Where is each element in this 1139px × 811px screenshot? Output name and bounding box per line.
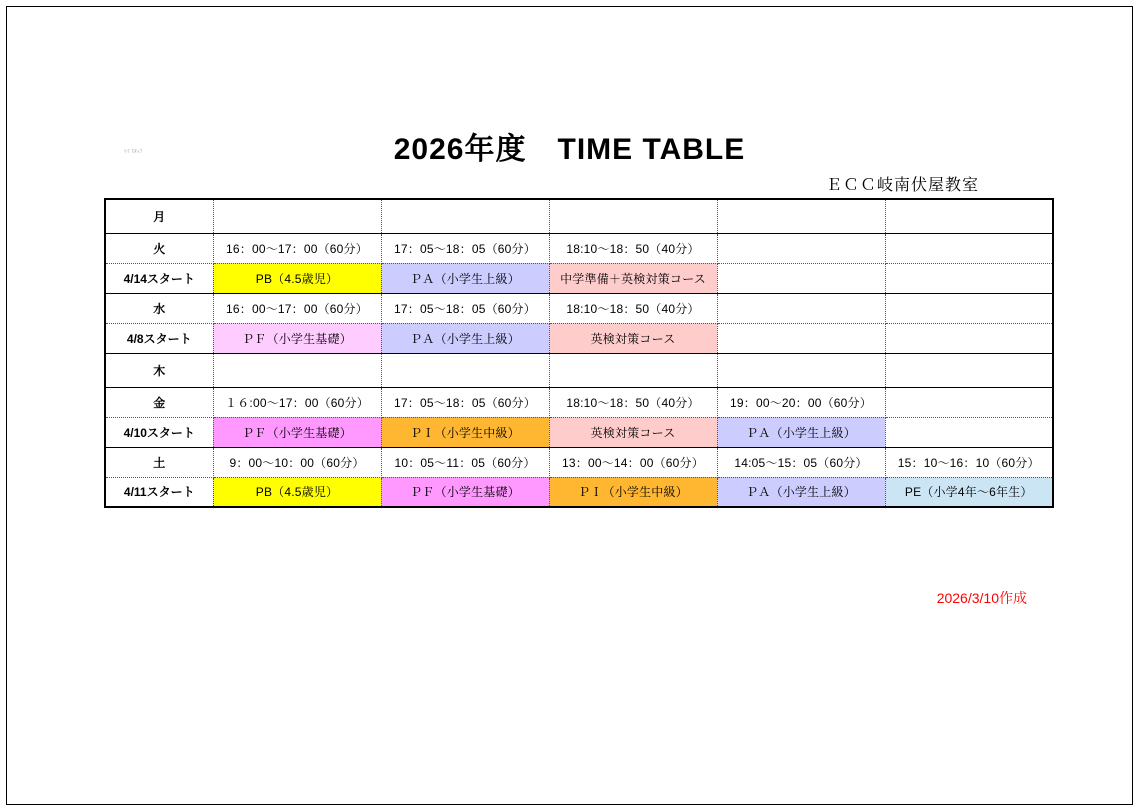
table-row (105, 477, 1053, 507)
time-slot: 18:10〜18：50（40分） (549, 387, 717, 417)
empty-cell (717, 323, 885, 353)
table-row (105, 447, 1053, 477)
time-slot: 17：05〜18：05（60分） (381, 293, 549, 323)
course-cell: ＰＩ（小学生中級） (549, 477, 717, 507)
course-cell: PE（小学4年〜6年生） (885, 477, 1053, 507)
empty-cell (549, 199, 717, 233)
start-date-label: 4/10スタート (105, 417, 213, 447)
day-label: 金 (105, 387, 213, 417)
table-row (105, 199, 1053, 233)
empty-cell (717, 199, 885, 233)
time-slot: 17：05〜18：05（60分） (381, 387, 549, 417)
time-slot (885, 233, 1053, 263)
course-cell: ＰＡ（小学生上級） (717, 417, 885, 447)
empty-cell (885, 353, 1053, 387)
day-label: 月 (105, 199, 213, 233)
timetable (104, 198, 1054, 508)
time-slot: 18:10〜18：50（40分） (549, 293, 717, 323)
time-slot: 16：00〜17：00（60分） (213, 293, 381, 323)
time-slot (885, 293, 1053, 323)
table-row (105, 323, 1053, 353)
day-label: 木 (105, 353, 213, 387)
course-cell: ＰＦ（小学生基礎） (213, 323, 381, 353)
table-row (105, 233, 1053, 263)
time-slot: 9：00〜10：00（60分） (213, 447, 381, 477)
course-cell: PB（4.5歳児） (213, 263, 381, 293)
course-cell: 中学準備＋英検対策コース (549, 263, 717, 293)
table-row (105, 417, 1053, 447)
start-date-label: 4/14スタート (105, 263, 213, 293)
creation-date: 2026/3/10作成 (936, 590, 1027, 606)
time-slot: 14:05〜15：05（60分） (717, 447, 885, 477)
empty-cell (717, 263, 885, 293)
page-title: 2026年度 TIME TABLE (393, 133, 746, 166)
time-slot: 10：05〜11：05（60分） (381, 447, 549, 477)
empty-cell (381, 353, 549, 387)
course-cell: ＰＦ（小学生基礎） (213, 417, 381, 447)
time-slot: 18:10〜18：50（40分） (549, 233, 717, 263)
empty-cell (213, 199, 381, 233)
start-date-label: 4/11スタート (105, 477, 213, 507)
empty-cell (885, 263, 1053, 293)
start-date-label: 4/8スタート (105, 323, 213, 353)
table-row (105, 293, 1053, 323)
course-cell: 英検対策コース (549, 323, 717, 353)
table-row (105, 263, 1053, 293)
timetable-wrapper (104, 198, 1054, 508)
time-slot: １６:00〜17：00（60分） (213, 387, 381, 417)
empty-cell (549, 353, 717, 387)
table-row (105, 353, 1053, 387)
empty-cell (885, 323, 1053, 353)
day-label: 土 (105, 447, 213, 477)
empty-cell (885, 417, 1053, 447)
empty-cell (381, 199, 549, 233)
time-slot (717, 233, 885, 263)
time-slot (717, 293, 885, 323)
course-cell: 英検対策コース (549, 417, 717, 447)
course-cell: PB（4.5歳児） (213, 477, 381, 507)
day-label: 水 (105, 293, 213, 323)
school-name: ＥＣＣ岐南伏屋教室 (825, 177, 979, 194)
empty-cell (213, 353, 381, 387)
time-slot: 17：05〜18：05（60分） (381, 233, 549, 263)
course-cell: ＰＡ（小学生上級） (381, 263, 549, 293)
course-cell: ＰＡ（小学生上級） (717, 477, 885, 507)
empty-cell (717, 353, 885, 387)
table-row (105, 387, 1053, 417)
course-cell: ＰＡ（小学生上級） (381, 323, 549, 353)
day-label: 火 (105, 233, 213, 263)
course-cell: ＰＩ（小学生中級） (381, 417, 549, 447)
time-slot: 13：00〜14：00（60分） (549, 447, 717, 477)
empty-cell (885, 199, 1053, 233)
time-slot: 19：00〜20：00（60分） (717, 387, 885, 417)
time-slot: 15：10〜16：10（60分） (885, 447, 1053, 477)
course-cell: ＰＦ（小学生基礎） (381, 477, 549, 507)
time-slot: 16：00〜17：00（60分） (213, 233, 381, 263)
time-slot (885, 387, 1053, 417)
tiny-mark-text: ﾏｲ ｽﾀｯﾌ (124, 149, 143, 155)
